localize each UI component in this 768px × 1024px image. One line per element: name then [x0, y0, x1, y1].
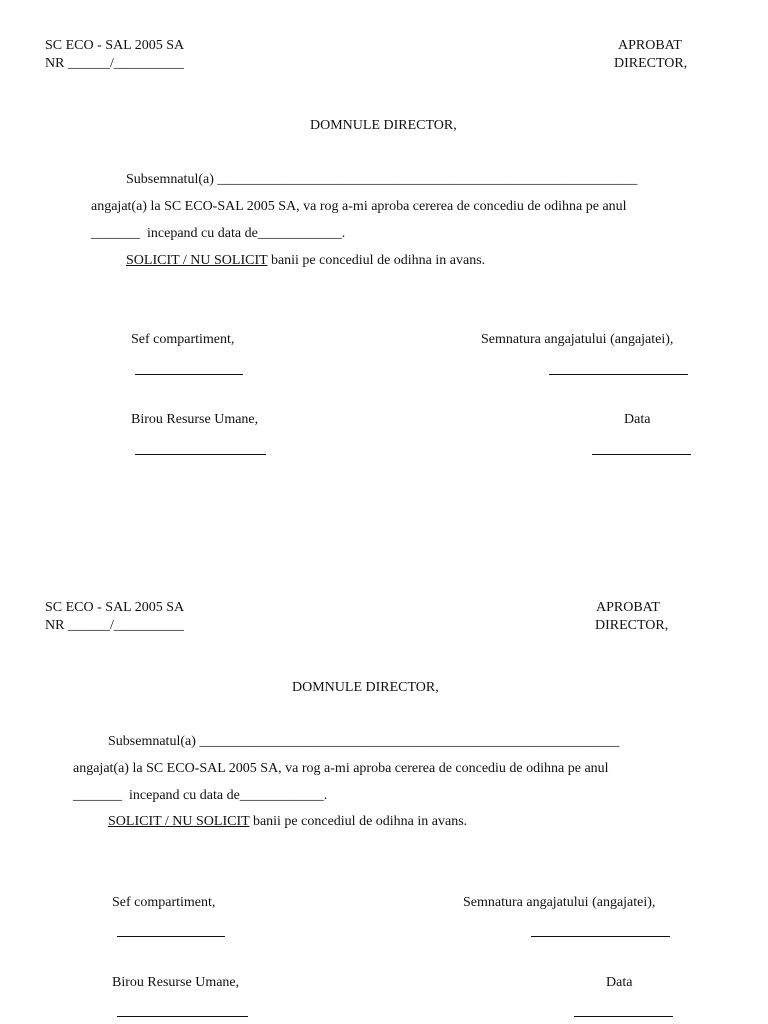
hr-signature-line [117, 1016, 248, 1017]
date-label: Data [624, 412, 651, 427]
solicit-text: banii pe concediul de odihna in avans. [249, 814, 468, 829]
body-line-2: _______ incepand cu data de____________. [73, 788, 328, 803]
sef-signature-line [135, 374, 243, 375]
subsemnatul-line: Subsemnatul(a) ____________________________________________________________ [108, 734, 620, 749]
solicit-option: SOLICIT / NU SOLICIT [126, 253, 268, 268]
registration-number: NR ______/__________ [45, 56, 184, 71]
solicit-text: banii pe concediul de odihna in avans. [267, 253, 486, 268]
director-label: DIRECTOR, [614, 56, 688, 71]
subsemnatul-line: Subsemnatul(a) ____________________________________________________________ [126, 172, 638, 187]
hr-office-label: Birou Resurse Umane, [112, 975, 240, 990]
employee-signature-line [549, 374, 688, 375]
director-label: DIRECTOR, [595, 618, 669, 633]
approved-label: APROBAT [618, 38, 682, 53]
solicit-line [126, 252, 485, 270]
approved-label: APROBAT [596, 600, 660, 615]
employee-signature-label: Semnatura angajatului (angajatei), [481, 332, 674, 347]
employee-signature-line [531, 936, 670, 937]
sef-compartiment-label: Sef compartiment, [112, 895, 216, 910]
date-label: Data [606, 975, 633, 990]
date-line [592, 454, 691, 455]
solicit-option: SOLICIT / NU SOLICIT [108, 814, 250, 829]
solicit-line [108, 813, 467, 831]
body-line-2: _______ incepand cu data de____________. [91, 226, 346, 241]
date-line [574, 1016, 673, 1017]
employee-signature-label: Semnatura angajatului (angajatei), [463, 895, 656, 910]
registration-number: NR ______/__________ [45, 618, 184, 633]
company-name: SC ECO - SAL 2005 SA [45, 600, 185, 615]
hr-signature-line [135, 454, 266, 455]
company-name: SC ECO - SAL 2005 SA [45, 38, 185, 53]
sef-compartiment-label: Sef compartiment, [131, 332, 235, 347]
addressee-heading: DOMNULE DIRECTOR, [292, 680, 439, 695]
sef-signature-line [117, 936, 225, 937]
addressee-heading: DOMNULE DIRECTOR, [310, 118, 457, 133]
body-line-1: angajat(a) la SC ECO-SAL 2005 SA, va rog a-mi aproba cererea de concediu de odihna pe anul [91, 199, 627, 214]
body-line-1: angajat(a) la SC ECO-SAL 2005 SA, va rog a-mi aproba cererea de concediu de odihna pe anul [73, 761, 609, 776]
hr-office-label: Birou Resurse Umane, [131, 412, 259, 427]
